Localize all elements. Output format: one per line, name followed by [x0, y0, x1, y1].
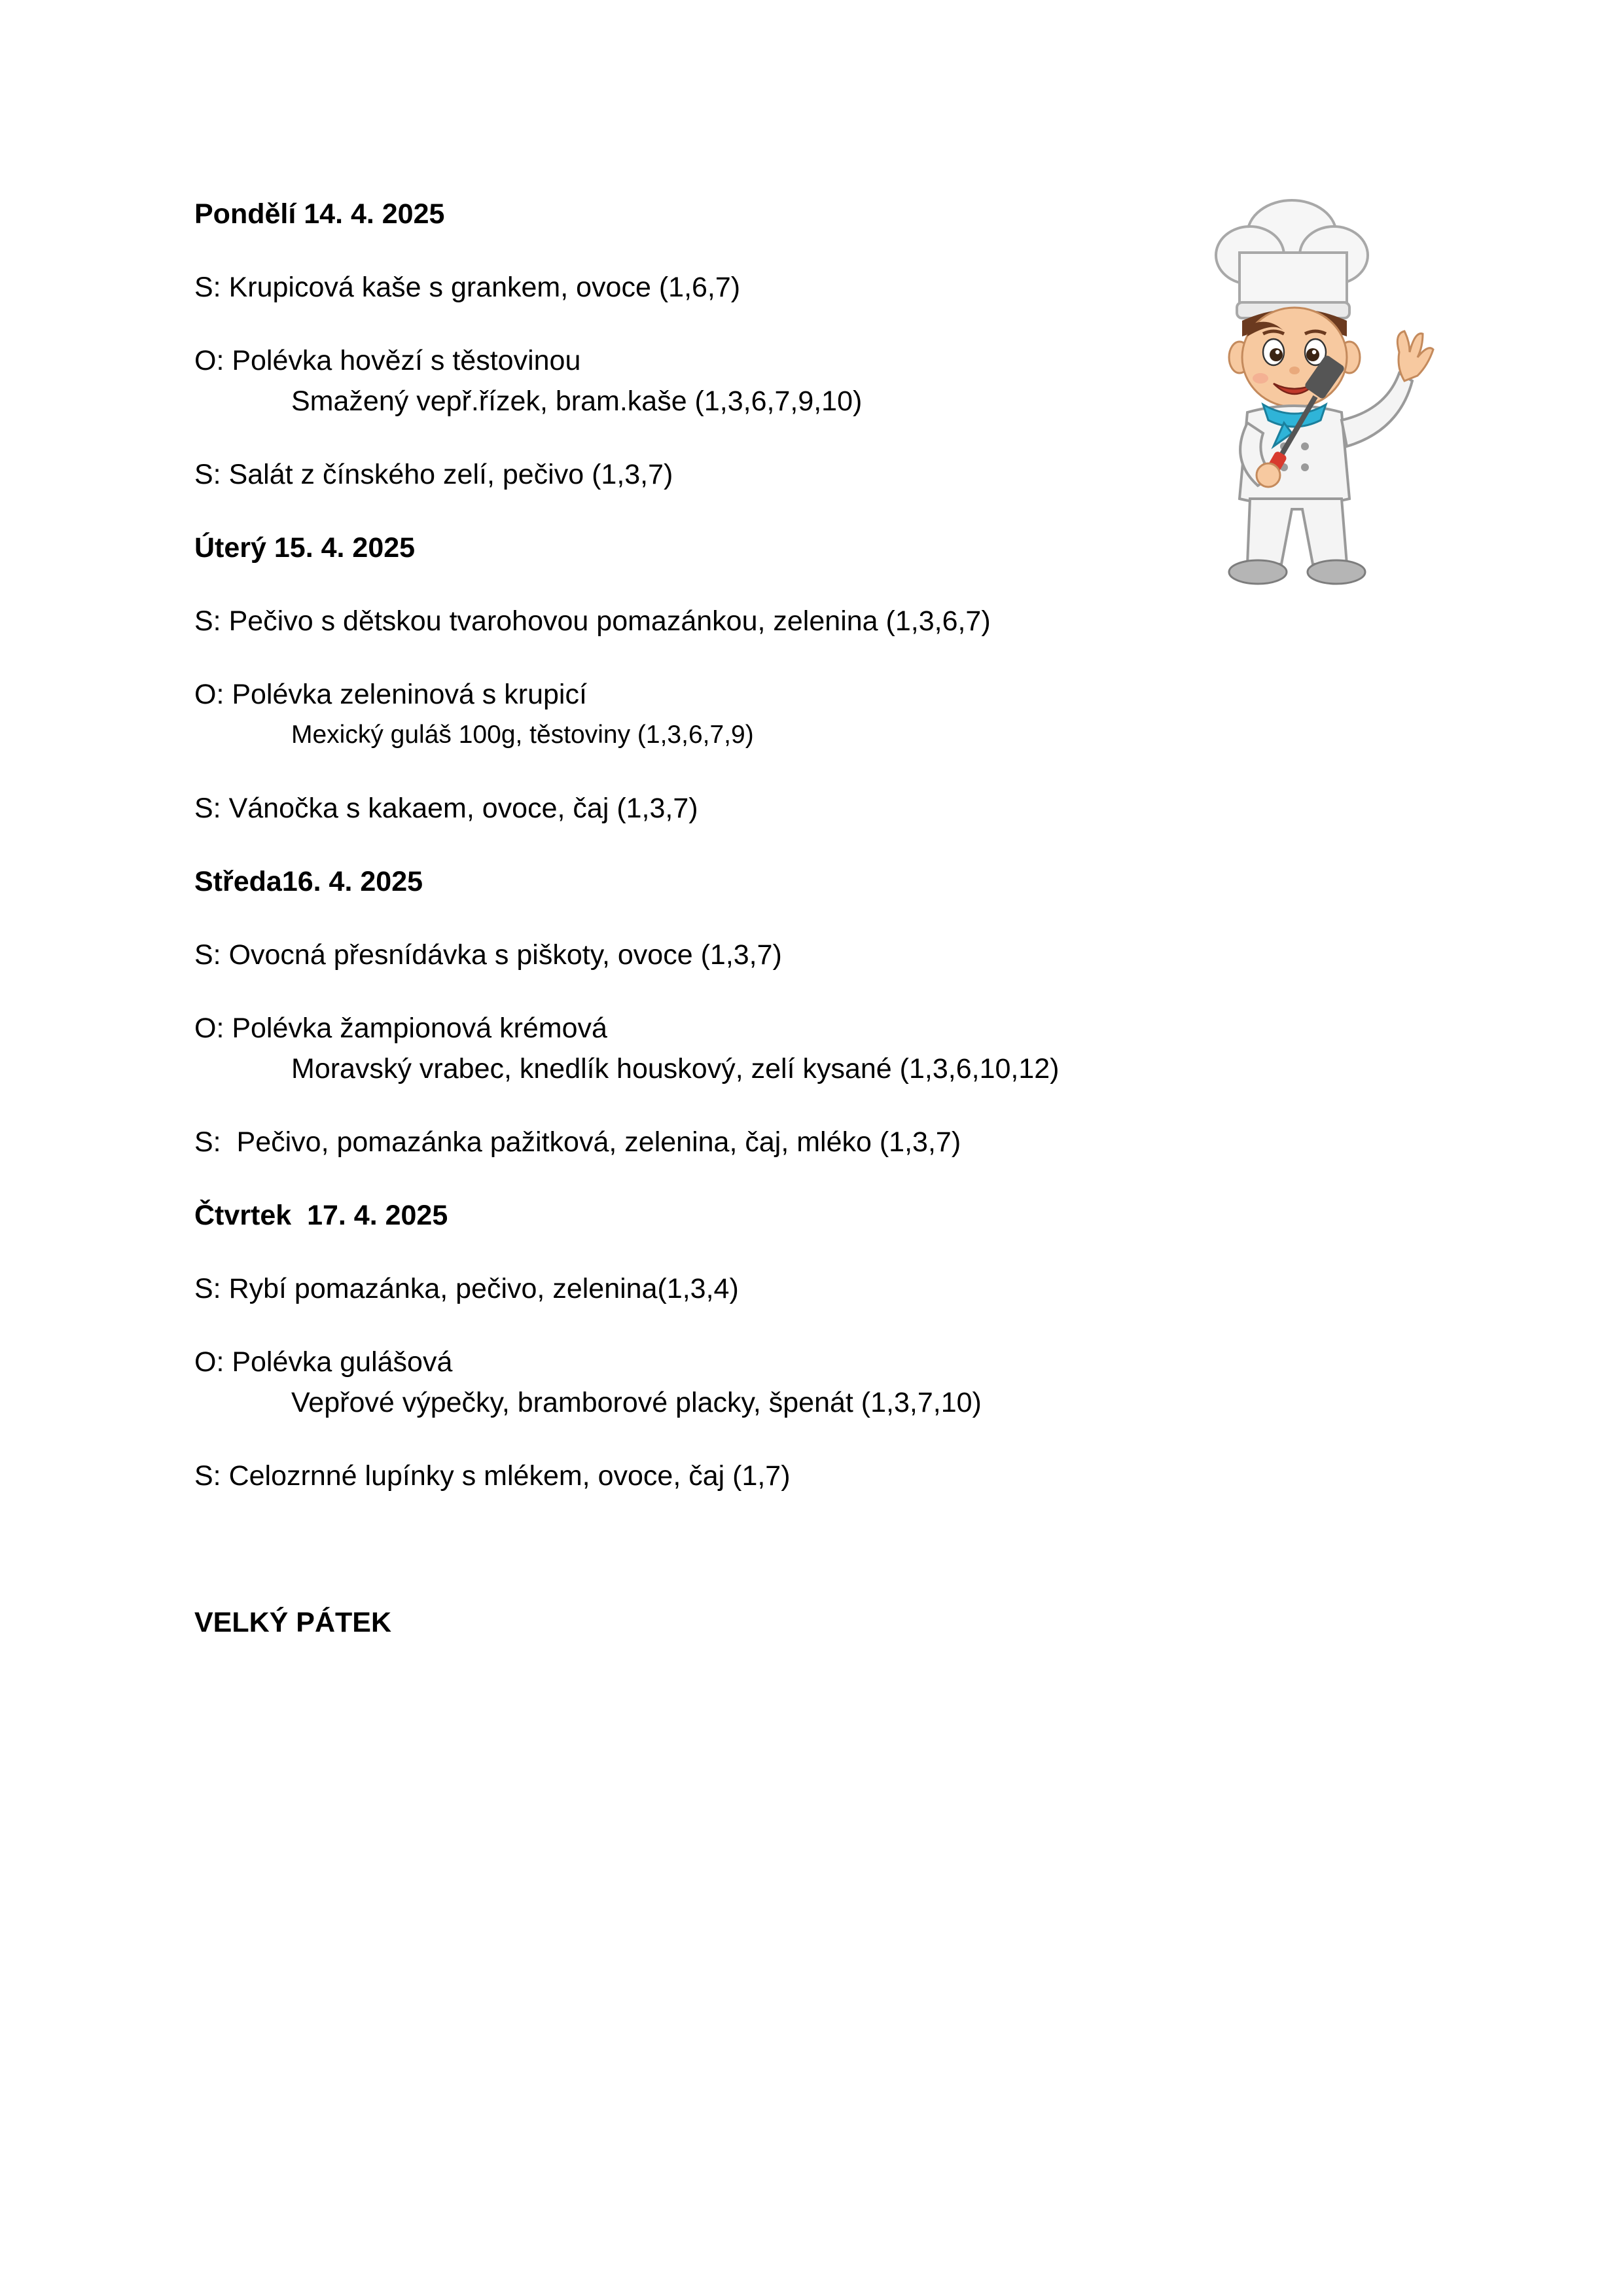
lunch-main: Smažený vepř.řízek, bram.kaše (1,3,6,7,9,10): [291, 386, 863, 417]
afternoon-snack: [194, 788, 1438, 829]
morning-snack: [194, 935, 1438, 975]
lunch-soup: O: Polévka žampionová krémová: [194, 1013, 607, 1044]
lunch-main: Moravský vrabec, knedlík houskový, zelí kysané (1,3,6,10,12): [291, 1053, 1060, 1085]
day-heading: Středa16. 4. 2025: [194, 866, 423, 897]
lunch-soup: O: Polévka zeleninová s krupicí: [194, 679, 587, 710]
afternoon-snack-text: S: Celozrnné lupínky s mlékem, ovoce, čaj (1,7): [194, 1460, 791, 1492]
afternoon-snack-text: S: Salát z čínského zelí, pečivo (1,3,7): [194, 459, 673, 490]
lunch: [194, 1008, 1438, 1089]
afternoon-snack: [194, 1456, 1438, 1496]
morning-snack: [194, 601, 1438, 641]
day-thursday: [194, 1195, 1438, 1496]
afternoon-snack-text: S: Vánočka s kakaem, ovoce, čaj (1,3,7): [194, 793, 698, 824]
morning-snack-text: S: Rybí pomazánka, pečivo, zelenina(1,3,4): [194, 1273, 739, 1304]
morning-snack-text: S: Ovocná přesnídávka s piškoty, ovoce (1,3,7): [194, 939, 782, 971]
morning-snack-text: S: Pečivo s dětskou tvarohovou pomazánkou, zelenina (1,3,6,7): [194, 605, 991, 637]
lunch-soup: O: Polévka hovězí s těstovinou: [194, 345, 581, 376]
lunch-soup: O: Polévka gulášová: [194, 1346, 453, 1378]
chef-hat: [1216, 200, 1368, 318]
spacer: [194, 1529, 1438, 1602]
lunch-main: Vepřové výpečky, bramborové placky, špenát (1,3,7,10): [291, 1387, 982, 1418]
morning-snack: [194, 1268, 1438, 1309]
chef-cartoon-icon: [1137, 190, 1478, 596]
day-wednesday: [194, 861, 1438, 1162]
closing-note: VELKÝ PÁTEK: [194, 1607, 392, 1638]
afternoon-snack-text: S: Pečivo, pomazánka pažitková, zelenina, čaj, mléko (1,3,7): [194, 1126, 961, 1158]
day-heading: Pondělí 14. 4. 2025: [194, 198, 445, 230]
lunch-main: Mexický guláš 100g, těstoviny (1,3,6,7,9): [291, 721, 754, 749]
day-heading: Úterý 15. 4. 2025: [194, 532, 416, 564]
day-heading: Čtvrtek 17. 4. 2025: [194, 1200, 448, 1231]
lunch: [194, 1342, 1438, 1423]
morning-snack-text: S: Krupicová kaše s grankem, ovoce (1,6,7): [194, 272, 741, 303]
lunch: [194, 674, 1438, 755]
afternoon-snack: [194, 1122, 1438, 1162]
